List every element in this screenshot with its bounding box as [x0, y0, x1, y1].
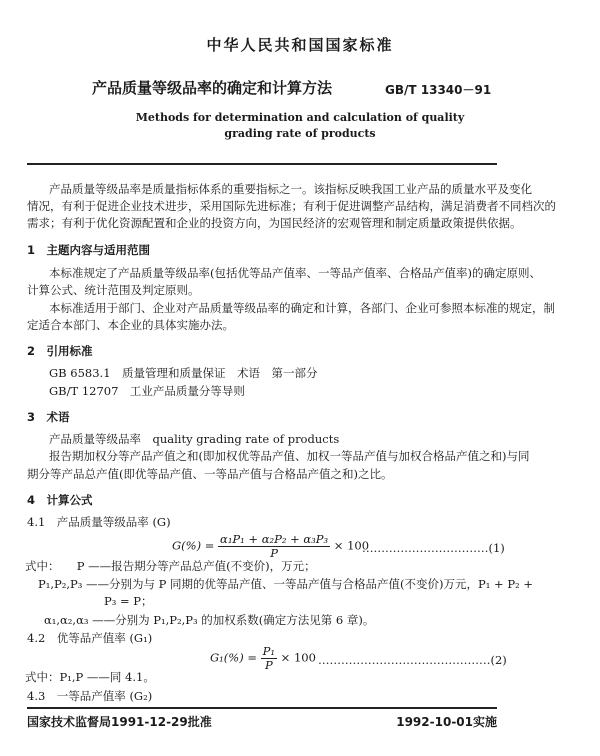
- denominator: P: [264, 658, 273, 672]
- effective-date: 1992-10-01实施: [396, 715, 497, 729]
- intro-line: 情况，有利于促进企业技术进步，采用国际先进标准；有利于促进调整产品结构，满足消费者不同档次的: [27, 199, 556, 213]
- term-definition-line: 期分等产品总产值(即优等品产值、一等品产值与合格品产值之和)之比。: [27, 467, 393, 481]
- formula-2-number: ………………………………………(2): [318, 653, 507, 667]
- national-standard-label: 中华人民共和国国家标准: [206, 36, 394, 54]
- where-line: 式中： P ——报告期分等产品总产值(不变价)，万元；: [25, 559, 316, 573]
- where-line: α₁,α₂,α₃ ——分别为 P₁,P₂,P₃ 的加权系数(确定方法见第 6 章)。: [44, 613, 375, 627]
- formula-fraction: [218, 533, 330, 560]
- english-title-line1: Methods for determination and calculation of quality: [135, 111, 465, 124]
- section-4-3-heading: 4.3 一等品产值率 (G₂): [27, 689, 153, 703]
- formula-fraction: [261, 645, 277, 672]
- section-4-1-heading: 4.1 产品质量等级品率 (G): [27, 515, 171, 529]
- formula-1: [172, 533, 369, 560]
- document-title: 产品质量等级品率的确定和计算方法: [92, 79, 333, 97]
- where-line: P₁,P₂,P₃ ——分别为与 P 同期的优等品产值、一等品产值与合格品产值(不变价)万元，P₁ + P₂ +: [38, 577, 533, 591]
- reference-item: GB/T 12707 工业产品质量分等导则: [49, 384, 245, 398]
- where-line: P₃ = P；: [104, 594, 153, 608]
- section-4-2-heading: 4.2 优等品产值率 (G₁): [27, 631, 153, 645]
- formula-lhs: G₁(%) =: [210, 650, 257, 665]
- section-4-heading: 4 计算公式: [27, 493, 93, 507]
- formula-2: [210, 645, 316, 672]
- section-1-line: 本标准适用于部门、企业对产品质量等级品率的确定和计算，各部门、企业可参照本标准的规定，制: [49, 301, 555, 315]
- section-1-heading: 1 主题内容与适用范围: [27, 243, 151, 257]
- section-1-line: 计算公式、统计范围及判定原则。: [27, 283, 200, 297]
- intro-line: 产品质量等级品率是质量指标体系的重要指标之一。该指标反映我国工业产品的质量水平及变化: [49, 182, 532, 196]
- intro-line: 需求；有利于优化资源配置和企业的投资方向，为国民经济的宏观管理和制定质量政策提供依据。: [27, 216, 522, 230]
- term: 产品质量等级品率 quality grading rate of products: [49, 432, 340, 446]
- section-3-heading: 3 术语: [27, 410, 70, 424]
- numerator: α₁P₁ + α₂P₂ + α₃P₃: [220, 532, 329, 546]
- formula-rhs: × 100: [333, 538, 370, 553]
- english-title-line2: grading rate of products: [224, 127, 376, 140]
- where-line: 式中：P₁,P ——同 4.1。: [25, 670, 155, 684]
- formula-rhs: × 100: [280, 650, 316, 665]
- reference-item: GB 6583.1 质量管理和质量保证 术语 第一部分: [49, 366, 318, 380]
- formula-1-number: ……………………………(1): [362, 541, 505, 555]
- term-definition-line: 报告期加权分等产品产值之和(即加权优等品产值、加权一等品产值与加权合格品产值之和)与同: [49, 449, 530, 463]
- section-1-line: 本标准规定了产品质量等级品率(包括优等品产值率、一等品产值率、合格品产值率)的确定原则、: [49, 266, 541, 280]
- numerator: P₁: [262, 644, 276, 658]
- section-2-heading: 2 引用标准: [27, 344, 93, 358]
- formula-lhs: G(%) =: [172, 538, 215, 553]
- footer-rule: [27, 707, 497, 709]
- section-1-line: 定适合本部门、本企业的具体实施办法。: [27, 318, 234, 332]
- standard-code: GB/T 13340－91: [385, 83, 492, 97]
- approval-date: 国家技术监督局1991-12-29批准: [27, 715, 212, 729]
- denominator: P: [270, 546, 278, 560]
- header-rule: [27, 163, 497, 165]
